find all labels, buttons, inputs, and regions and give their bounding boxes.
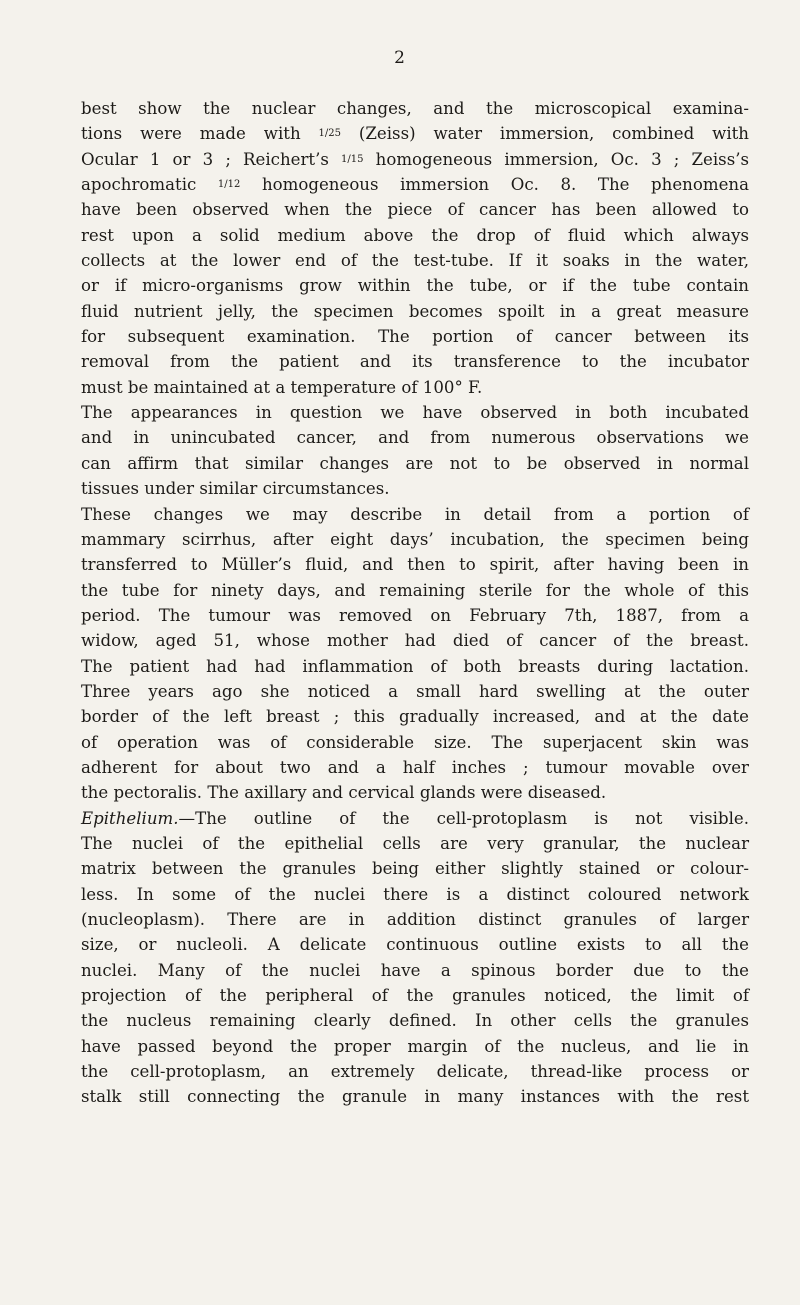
line-text: rest upon a solid medium above the drop of fluid which always: [81, 225, 749, 245]
line-text: apochromatic: [81, 175, 218, 195]
text-line: [81, 628, 749, 653]
text-line: [81, 324, 749, 349]
line-text: size, or nucleoli. A delicate continuous outline exists to all the: [81, 935, 749, 955]
text-line: [81, 679, 749, 704]
text-line: [81, 527, 749, 552]
fraction: 1/15: [341, 153, 364, 165]
line-text: the tube for ninety days, and remaining sterile for the whole of this: [81, 580, 749, 600]
line-text: must be maintained at a temperature of 100° F.: [81, 377, 483, 397]
line-text: These changes we may describe in detail from a portion of: [81, 504, 749, 524]
line-text: adherent for about two and a half inches ; tumour movable over: [81, 757, 749, 777]
line-text: removal from the patient and its transference to the incubator: [81, 352, 749, 372]
line-text: or if micro-organisms grow within the tube, or if the tube contain: [81, 276, 749, 296]
line-text: border of the left breast ; this gradually increased, and at the date: [81, 707, 749, 727]
text-line: [81, 299, 749, 324]
line-text-rest: homogeneous immersion, Oc. 3 ; Zeiss’s: [363, 149, 750, 169]
text-line: [81, 1034, 749, 1059]
text-line: [81, 172, 749, 197]
line-text-rest: (Zeiss) water immersion, combined with: [341, 124, 749, 144]
text-line: [81, 1059, 749, 1084]
line-text: have been observed when the piece of cancer has been allowed to: [81, 200, 749, 220]
text-line: [81, 882, 749, 907]
text-line: [81, 654, 749, 679]
text-line: [81, 502, 749, 527]
line-text: mammary scirrhus, after eight days’ incubation, the specimen being: [81, 529, 749, 549]
fraction: 1/12: [217, 179, 241, 191]
line-text: projection of the peripheral of the granules noticed, the limit of: [81, 986, 749, 1006]
line-text: fluid nutrient jelly, the specimen becomes spoilt in a great measure: [81, 301, 749, 321]
line-text: transferred to Müller’s fluid, and then to spirit, after having been in: [81, 555, 749, 575]
line-text: matrix between the granules being either slightly stained or colour-: [81, 859, 749, 879]
fraction: 1/25: [318, 128, 342, 140]
text-line: [81, 856, 749, 881]
line-text: —The outline of the cell-protoplasm is not visible.: [178, 808, 749, 828]
text-line: [81, 349, 749, 374]
line-text: collects at the lower end of the test-tube. If it soaks in the water,: [81, 251, 749, 271]
line-text: the cell-protoplasm, an extremely delicate, thread-like process or: [81, 1062, 749, 1082]
line-text: The patient had had inflammation of both breasts during lactation.: [81, 656, 749, 676]
line-text: nuclei. Many of the nuclei have a spinous border due to the: [81, 960, 749, 980]
text-line: [81, 223, 749, 248]
text-line: [81, 704, 749, 729]
text-line: [81, 451, 749, 476]
line-text: widow, aged 51, whose mother had died of cancer of the breast.: [81, 631, 749, 651]
line-text: the nucleus remaining clearly defined. In other cells the granules: [81, 1011, 749, 1031]
text-line: [81, 425, 749, 450]
text-line: [81, 121, 749, 146]
text-line: [81, 730, 749, 755]
page-number: 2: [394, 48, 406, 68]
text-line: [81, 603, 749, 628]
text-line: [81, 806, 749, 831]
text-line: [81, 578, 749, 603]
line-text: have passed beyond the proper margin of the nucleus, and lie in: [81, 1036, 749, 1056]
text-line: [81, 197, 749, 222]
text-line: [81, 552, 749, 577]
line-text: tissues under similar circumstances.: [81, 479, 390, 499]
line-text: less. In some of the nuclei there is a distinct coloured network: [81, 884, 749, 904]
text-line: [81, 476, 749, 501]
line-text: tions were made with: [81, 124, 319, 144]
text-line: [81, 400, 749, 425]
line-text: and in unincubated cancer, and from numerous observations we: [81, 428, 749, 448]
section-heading: Epithelium.: [81, 808, 179, 828]
text-line: [81, 375, 749, 400]
text-line: [81, 1008, 749, 1033]
line-text: can affirm that similar changes are not to be observed in normal: [81, 453, 749, 473]
text-line: [81, 932, 749, 957]
line-text: stalk still connecting the granule in many instances with the rest: [81, 1087, 749, 1107]
line-text: of operation was of considerable size. The superjacent skin was: [81, 732, 749, 752]
text-line: [81, 147, 749, 172]
line-text: Ocular 1 or 3 ; Reichert’s: [81, 149, 342, 169]
line-text-rest: homogeneous immersion Oc. 8. The phenomena: [240, 175, 749, 195]
text-line: [81, 96, 749, 121]
line-text: Three years ago she noticed a small hard swelling at the outer: [81, 681, 749, 701]
line-text: the pectoralis. The axillary and cervical glands were diseased.: [81, 783, 607, 803]
line-text: (nucleoplasm). There are in addition distinct granules of larger: [81, 910, 749, 929]
text-line: [81, 780, 749, 805]
body-text: [81, 96, 749, 1110]
text-line: [81, 1084, 749, 1109]
text-line: [81, 755, 749, 780]
text-line: [81, 907, 749, 932]
line-text: The appearances in question we have observed in both incubated: [81, 403, 749, 423]
text-line: [81, 958, 749, 983]
line-text: best show the nuclear changes, and the microscopical examina-: [81, 99, 749, 118]
line-text: for subsequent examination. The portion of cancer between its: [81, 327, 749, 347]
text-line: [81, 273, 749, 298]
text-line: [81, 248, 749, 273]
line-text: The nuclei of the epithelial cells are very granular, the nuclear: [81, 833, 749, 853]
text-line: [81, 831, 749, 856]
line-text: period. The tumour was removed on February 7th, 1887, from a: [81, 605, 749, 625]
text-line: [81, 983, 749, 1008]
